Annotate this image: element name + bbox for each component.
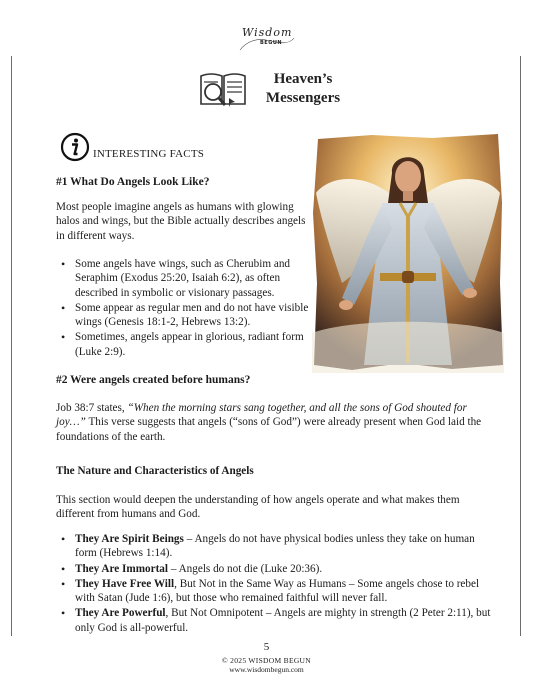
copyright-text: © 2025 WISDOM BEGUN [222,656,311,665]
interesting-facts-heading: INTERESTING FACTS [93,148,205,160]
item-rest-text: , But Not in the Same Way as Humans – Some angels chose to rebel with Satan (Jude 1:6), but those who remained faithful will never fall. [75,577,480,605]
q2-quote-text: “When the morning stars sang together, and all the sons of God shouted for joy…” [56,402,467,429]
question-1-bullet-list [56,257,314,360]
item-bold-text: They Are Immortal [75,562,169,575]
item-rest-text: – Angels do not have physical bodies unless they take on human form (Hebrews 1:14). [75,533,475,560]
wisdom-begun-logo [236,24,298,54]
question-2-heading: #2 Were angels created before humans? [56,374,251,386]
list-item [56,577,496,606]
angel-illustration [312,133,504,373]
item-rest-text: , But Not Omnipotent – Angels are mighty in strength (2 Peter 2:11), but only God is all-powerful. [75,607,491,634]
right-margin-rule [520,56,521,636]
q2-lead-text: Job 38:7 states, [56,402,128,414]
list-item [56,606,496,635]
page-number: 5 [263,641,270,653]
left-margin-rule [11,56,12,636]
question-2-paragraph [56,401,486,444]
list-item [56,532,496,561]
book-magnifier-icon [198,70,248,110]
list-item [56,562,496,576]
nature-intro: This section would deepen the understanding of how angels operate and what makes them different from humans and God. [56,494,460,521]
list-item: • Some appear as regular men and do not have visible wings (Genesis 18:1-2, Hebrews 13:2). [56,301,314,330]
website-link[interactable]: www.wisdombegun.com [229,665,304,674]
item-bold-text: They Are Spirit Beings [75,533,184,545]
item-bold-text: They Have Free Will [75,577,175,590]
question-1-heading: #1 What Do Angels Look Like? [56,176,210,188]
nature-bullet-list [56,532,496,636]
item-bold-text: They Are Powerful [75,607,166,620]
logo-sub-text: BEGUN [260,40,283,46]
logo-script-text: Wisdom [242,26,293,39]
q2-rest-text: This verse suggests that angels (“sons of God”) were already present when God laid the foundations of the earth. [56,416,482,443]
title-line-2: Messengers [265,90,341,106]
question-1-intro: Most people imagine angels as humans with glowing halos and wings, but the Bible actually describes angels in different ways. [56,201,306,242]
info-icon [60,132,90,162]
list-item: • Some angels have wings, such as Cherubim and Seraphim (Exodus 25:20, Isaiah 6:2), as often described in symbolic or visionary passages. [56,257,314,300]
nature-heading: The Nature and Characteristics of Angels [56,465,254,477]
title-line-1: Heaven’s [273,71,333,87]
list-item: • Sometimes, angels appear in glorious, radiant form (Luke 2:9). [56,330,314,359]
item-rest-text: – Angels do not die (Luke 20:36). [168,562,323,575]
page-title [248,70,358,108]
